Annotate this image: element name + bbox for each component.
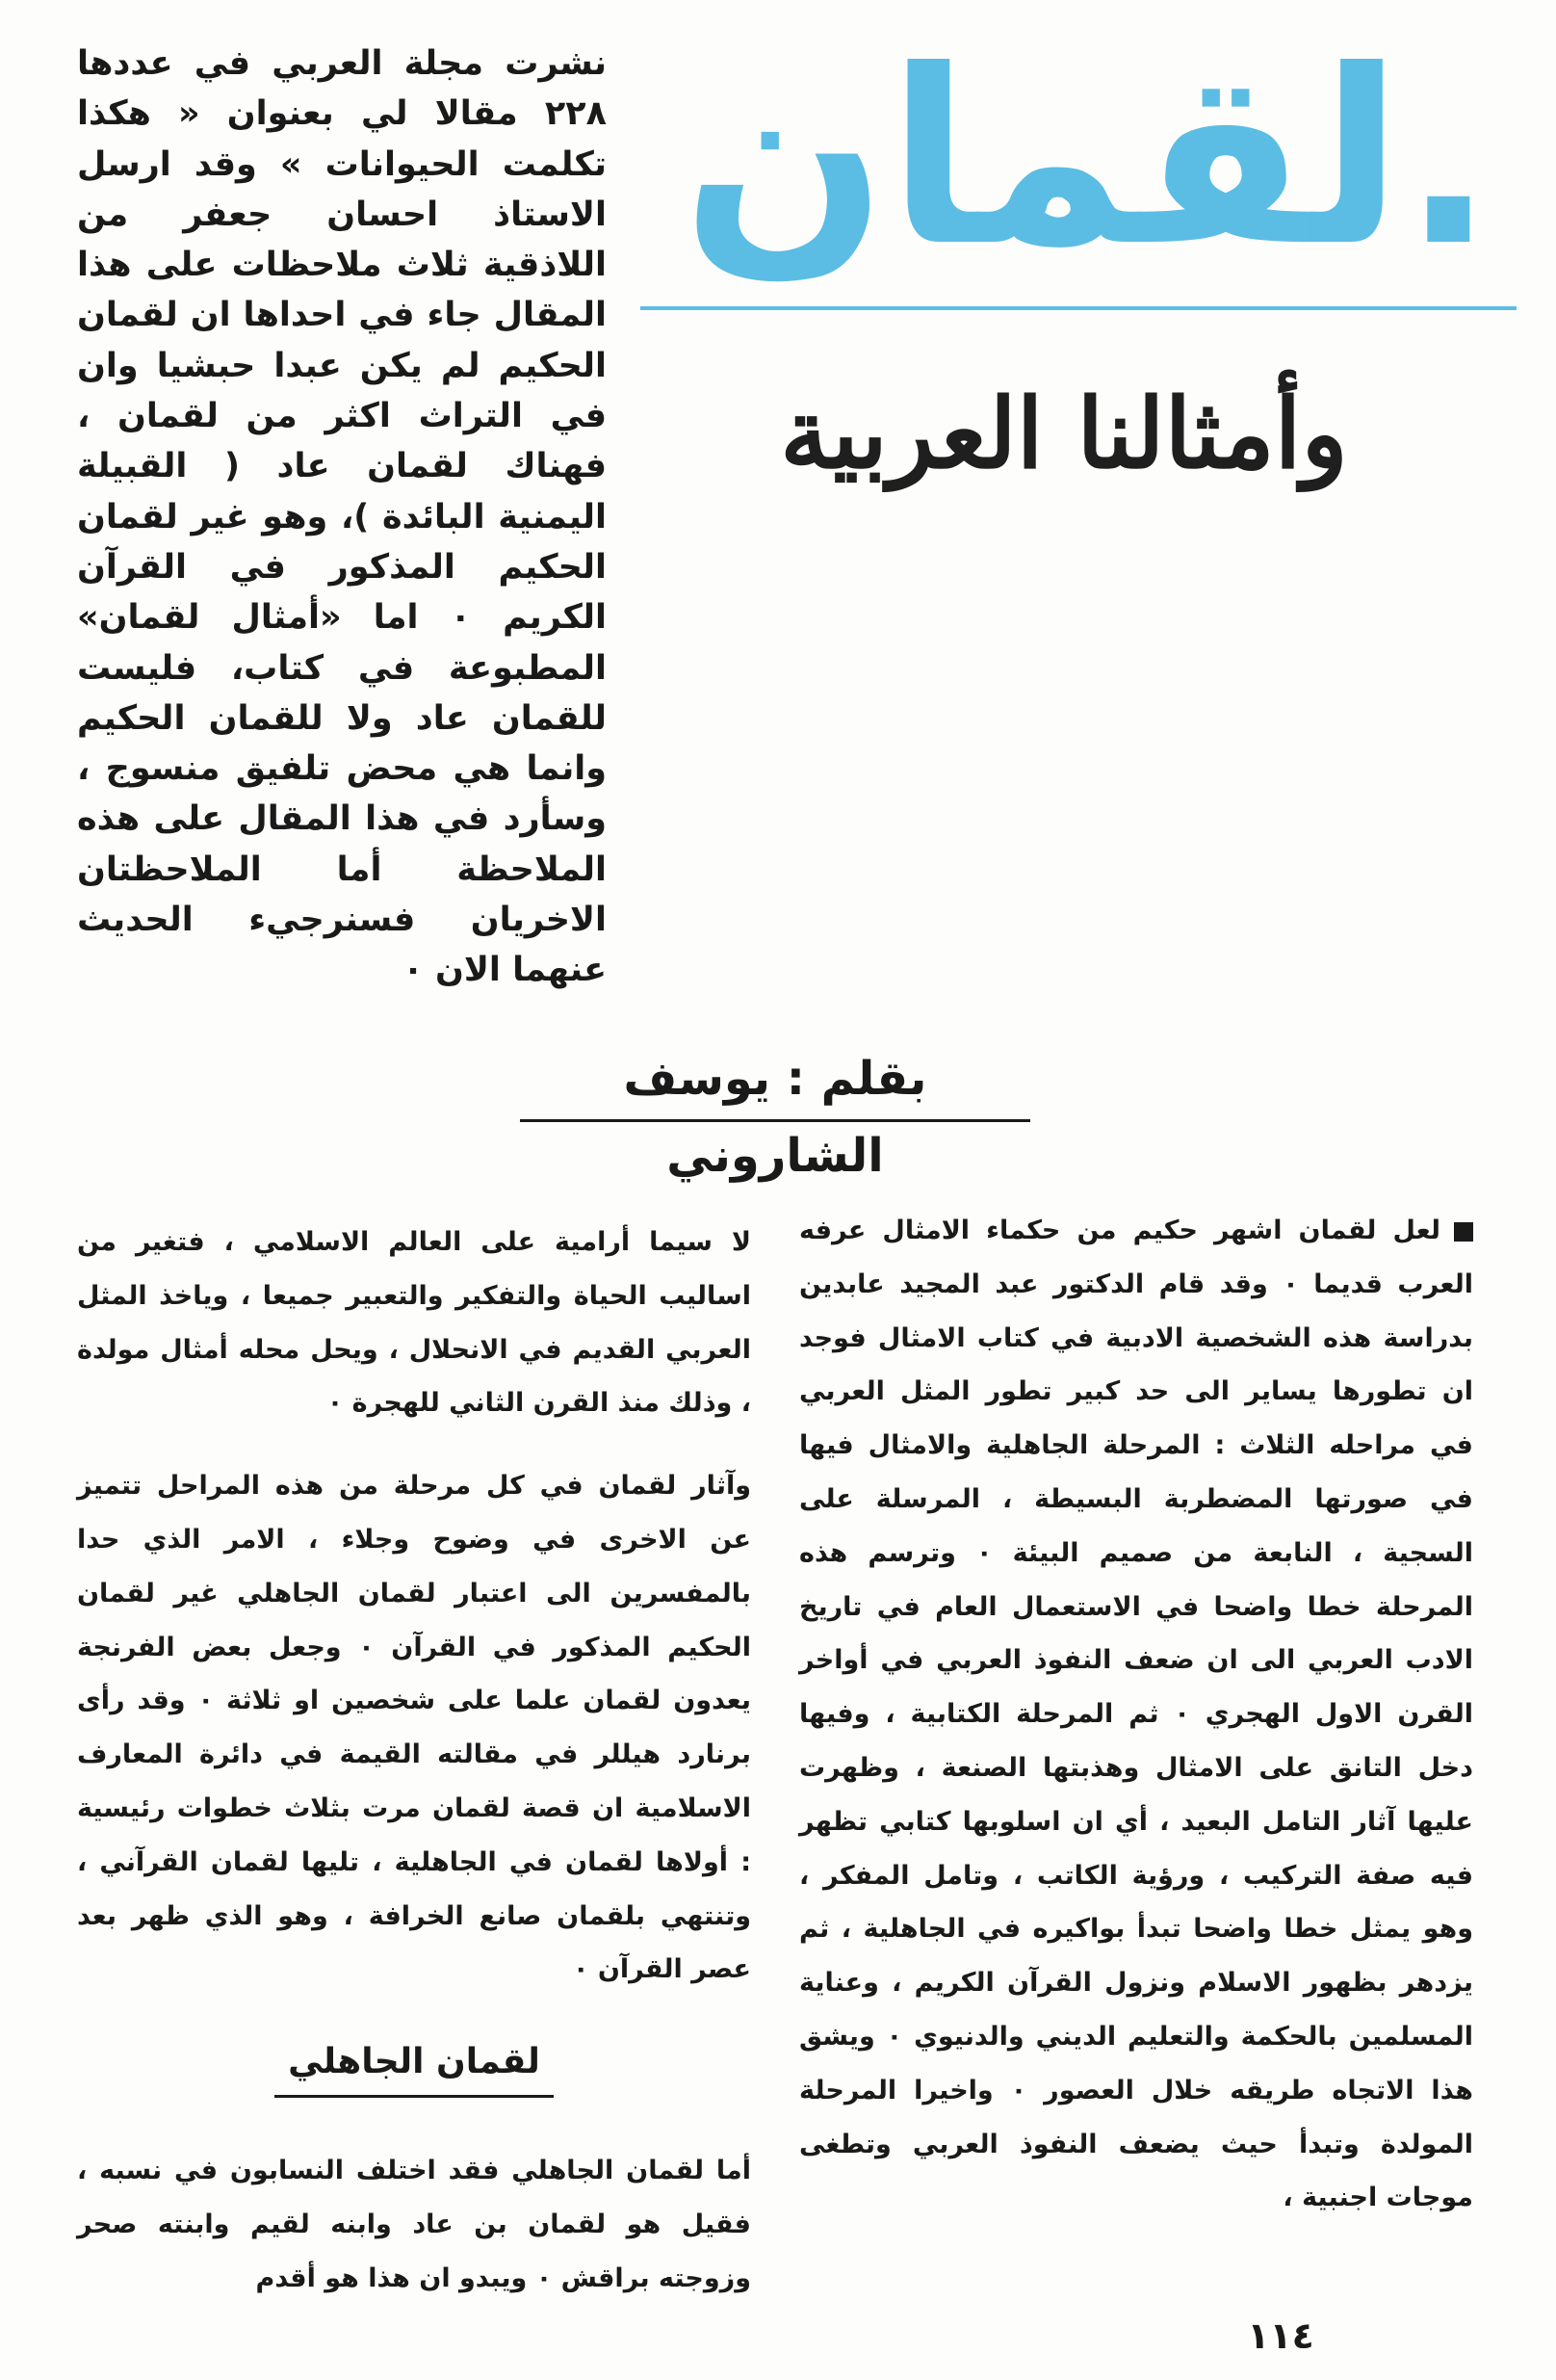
article-subtitle: وأمثالنا العربية [780, 377, 1348, 490]
editor-intro-note: نشرت مجلة العربي في عددها ٢٢٨ مقالا لي بعنوان « هكذا تكلمت الحيوانات » وقد ارسل الاستاذ احسان جعفر من اللاذقية ثلاث ملاحظات على هذا المقال جاء في احداها ان لقمان الحكيم لم يكن عبدا حبشيا وان في التراث اكثر من لقمان ، فهناك لقمان عاد ( القبيلة اليمنية البائدة )، وهو غير لقمان الحكيم المذكور في القرآن الكريم ٠ اما «أمثال لقمان» المطبوعة في كتاب، فليست للقمان عاد ولا للقمان الحكيم وانما هي محض تلفيق منسوج ، وسأرد في هذا المقال على هذه الملاحظة أما الملاحظتان الاخريان فسنرجيء الحديث عنهما الان ٠ [77, 44, 607, 990]
right-column-text: لعل لقمان اشهر حكيم من حكماء الامثال عرفه العرب قديما ٠ وقد قام الدكتور عبد المجيد عابدين بدراسة هذه الشخصية الادبية في كتاب الامثال فوجد ان تطورها يساير الى حد كبير تطور المثل العربي في مراحله الثلاث : المرحلة الجاهلية والامثال فيها في صورتها المضطربة البسيطة ، المرسلة على السجية ، النابعة من صميم البيئة ٠ وترسم هذه المرحلة خطا واضحا في الاستعمال العام في تاريخ الادب العربي الى ان ضعف النفوذ العربي في أواخر القرن الاول الهجري ٠ ثم المرحلة الكتابية ، وفيها دخل التانق على الامثال وهذبتها الصنعة ، وظهرت عليها آثار التامل البعيد ، أي ان اسلوبها كتابي تظهر فيه صفة التركيب ، ورؤية الكاتب ، وتامل المفكر ، وهو يمثل خطا واضحا تبدأ بواكيره في الجاهلية ، ثم يزدهر بظهور الاسلام ونزول القرآن الكريم ، وعناية المسلمين بالحكمة والتعليم الديني والدنيوي ٠ ويشق هذا الاتجاه طريقه خلال العصور ٠ واخيرا المرحلة المولدة وتبدأ حيث يضعف النفوذ العربي وتطغى موجات اجنبية ، [799, 1216, 1474, 2213]
left-column-paragraph-2: وآثار لقمان في كل مرحلة من هذه المراحل تتميز عن الاخرى في وضوح وجلاء ، الامر الذي حدا بالمفسرين الى اعتبار لقمان الجاهلي غير لقمان الحكيم المذكور في القرآن ٠ وجعل بعض الفرنجة يعدون لقمان علما على شخصين او ثلاثة ٠ وقد رأى برنارد هيللر في مقالته القيمة في دائرة المعارف الاسلامية ان قصة لقمان مرت بثلاث خطوات رئيسية : أولاها لقمان في الجاهلية ، تليها لقمان القرآني ، وتنتهي بلقمان صانع الخرافة ، وهو الذي ظهر بعد عصر القرآن ٠ [77, 1471, 751, 1985]
byline-underline [520, 1119, 1030, 1122]
magazine-title: لقمان. [682, 29, 1494, 289]
right-column-paragraph [799, 1204, 1473, 2225]
left-column-paragraph-1: لا سيما أرامية على العالم الاسلامي ، فتغير من اساليب الحياة والتفكير والتعبير جميعا ، وياخذ المثل العربي القديم في الانحلال ، ويحل محله أمثال مولدة ، وذلك منذ القرن الثاني للهجرة ٠ [77, 1227, 751, 1419]
title-divider [640, 306, 1517, 310]
page-number: ١١٤ [1247, 2315, 1314, 2357]
left-column-paragraph-3: أما لقمان الجاهلي فقد اختلف النسابون في نسبه ، فقيل هو لقمان بن عاد وابنه لقيم وابنته صحر وزوجته براقش ٠ ويبدو ان هذا هو أقدم [77, 2156, 751, 2293]
section-heading [77, 2035, 751, 2098]
right-text-column [799, 1204, 1473, 2283]
left-text-column [77, 1216, 751, 2342]
author-byline: بقلم : يوسف الشاروني [623, 1052, 927, 1183]
section-heading-text: لقمان الجاهلي [274, 2035, 554, 2098]
square-bullet-icon [1454, 1222, 1473, 1242]
